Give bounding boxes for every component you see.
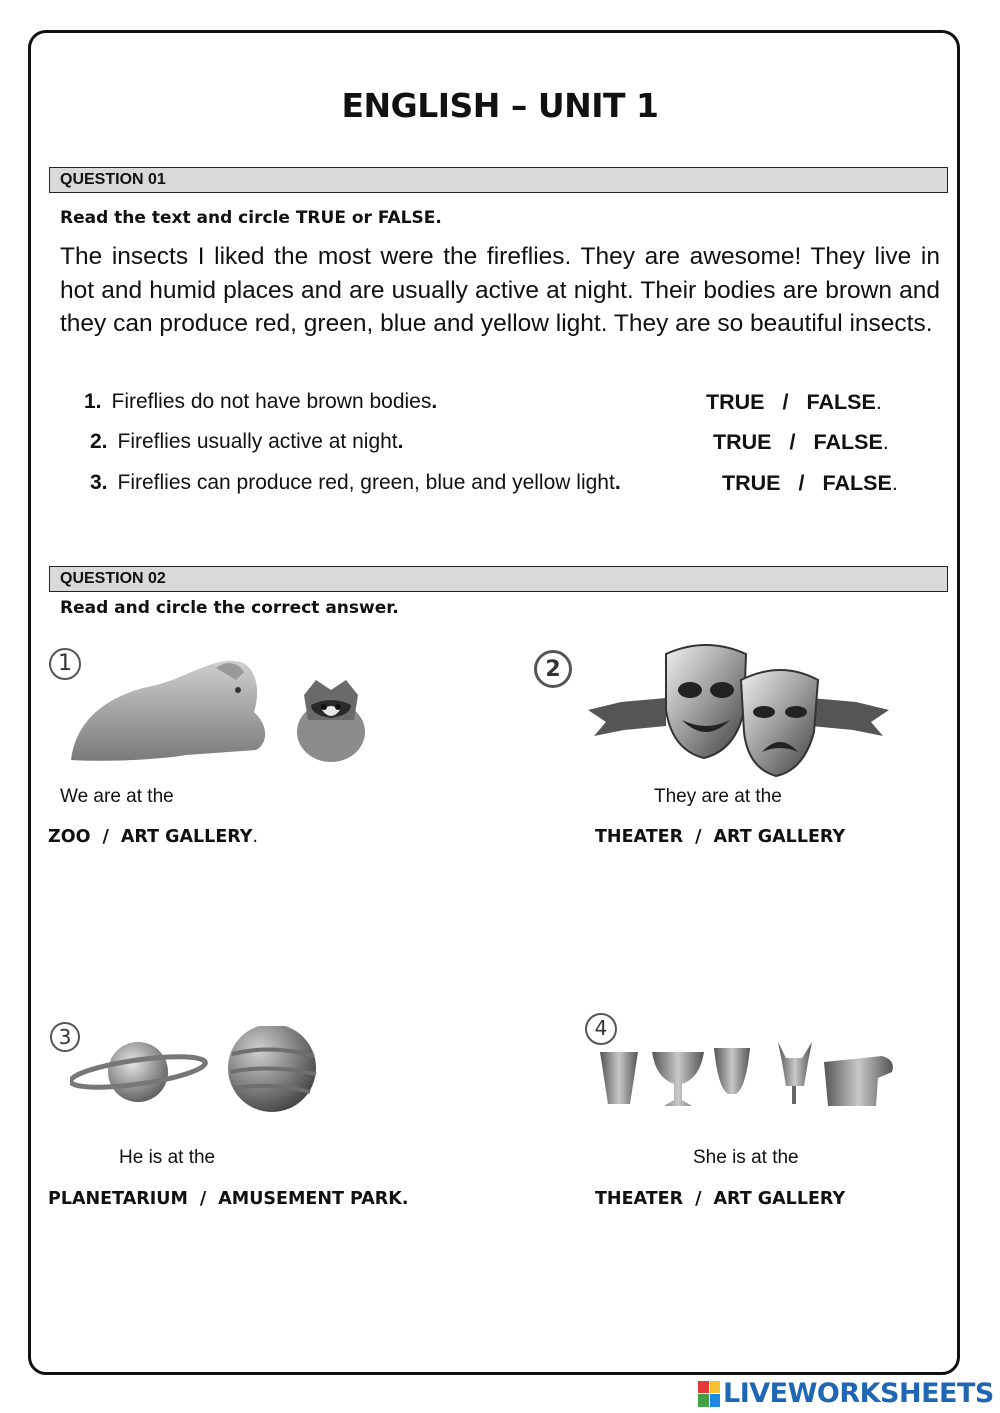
item-1-prompt: We are at the (60, 786, 174, 807)
true-false-choice-1[interactable]: TRUE / FALSE. (706, 390, 882, 414)
page-title: ENGLISH – UNIT 1 (341, 86, 659, 125)
statement-number: 1. (84, 390, 102, 413)
question-02-header: QUESTION 02 (49, 566, 948, 592)
true-option[interactable]: TRUE (713, 430, 772, 454)
liveworksheets-logo (698, 1378, 994, 1409)
true-option[interactable]: TRUE (706, 390, 765, 414)
item-number-3: 3 (50, 1022, 80, 1052)
item-number-2: 2 (534, 650, 572, 688)
question-01-header: QUESTION 01 (49, 167, 948, 193)
true-false-choice-3[interactable]: TRUE / FALSE. (722, 471, 898, 495)
planets-icon (70, 1026, 320, 1116)
true-option[interactable]: TRUE (722, 471, 781, 495)
statement-2: 2. Fireflies usually active at night. (90, 430, 404, 453)
option-art-gallery[interactable]: ART GALLERY (713, 827, 846, 847)
zoo-animals-icon (66, 650, 376, 765)
option-theater[interactable]: THEATER (595, 1189, 684, 1209)
ancient-vases-icon (596, 1038, 901, 1113)
item-1-options[interactable]: ZOO / ART GALLERY. (48, 827, 259, 847)
item-number-4: 4 (585, 1013, 617, 1045)
option-theater[interactable]: THEATER (595, 827, 684, 847)
item-2-prompt: They are at the (654, 786, 782, 807)
item-3-prompt: He is at the (119, 1147, 216, 1168)
statement-text: Fireflies usually active at night (117, 430, 398, 453)
statement-3: 3. Fireflies can produce red, green, blue and yellow light. (90, 471, 621, 494)
theater-masks-icon (586, 640, 891, 780)
question-01-instruction: Read the text and circle TRUE or FALSE. (60, 208, 442, 228)
logo-mark-icon (698, 1381, 720, 1407)
item-number-1: 1 (49, 648, 81, 680)
logo-text: LIVEWORKSHEETS (723, 1378, 994, 1409)
statement-text: Fireflies do not have brown bodies (111, 390, 432, 413)
statement-number: 3. (90, 471, 108, 494)
false-option[interactable]: FALSE (822, 471, 892, 495)
reading-passage: The insects I liked the most were the fireflies. They are awesome! They live in hot and humid places and are usually active at night. Their bodies are brown and they can produce red, green, blue and yellow light. They are so beautiful insects. (60, 243, 940, 337)
option-planetarium[interactable]: PLANETARIUM (48, 1189, 188, 1209)
item-3-options[interactable]: PLANETARIUM / AMUSEMENT PARK. (48, 1189, 409, 1209)
option-art-gallery[interactable]: ART GALLERY (713, 1189, 846, 1209)
false-option[interactable]: FALSE (806, 390, 876, 414)
item-4-options[interactable]: THEATER / ART GALLERY (595, 1189, 846, 1209)
item-2-options[interactable]: THEATER / ART GALLERY (595, 827, 846, 847)
statement-1: 1. Fireflies do not have brown bodies. (84, 390, 438, 413)
true-false-choice-2[interactable]: TRUE / FALSE. (713, 430, 889, 454)
question-02-instruction: Read and circle the correct answer. (60, 598, 399, 618)
false-option[interactable]: FALSE (813, 430, 883, 454)
option-amusement-park[interactable]: AMUSEMENT PARK. (218, 1189, 409, 1209)
item-4-prompt: She is at the (693, 1147, 799, 1168)
statement-number: 2. (90, 430, 108, 453)
statement-text: Fireflies can produce red, green, blue and yellow light (117, 471, 615, 494)
option-art-gallery[interactable]: ART GALLERY (120, 827, 253, 847)
option-zoo[interactable]: ZOO (48, 827, 91, 847)
